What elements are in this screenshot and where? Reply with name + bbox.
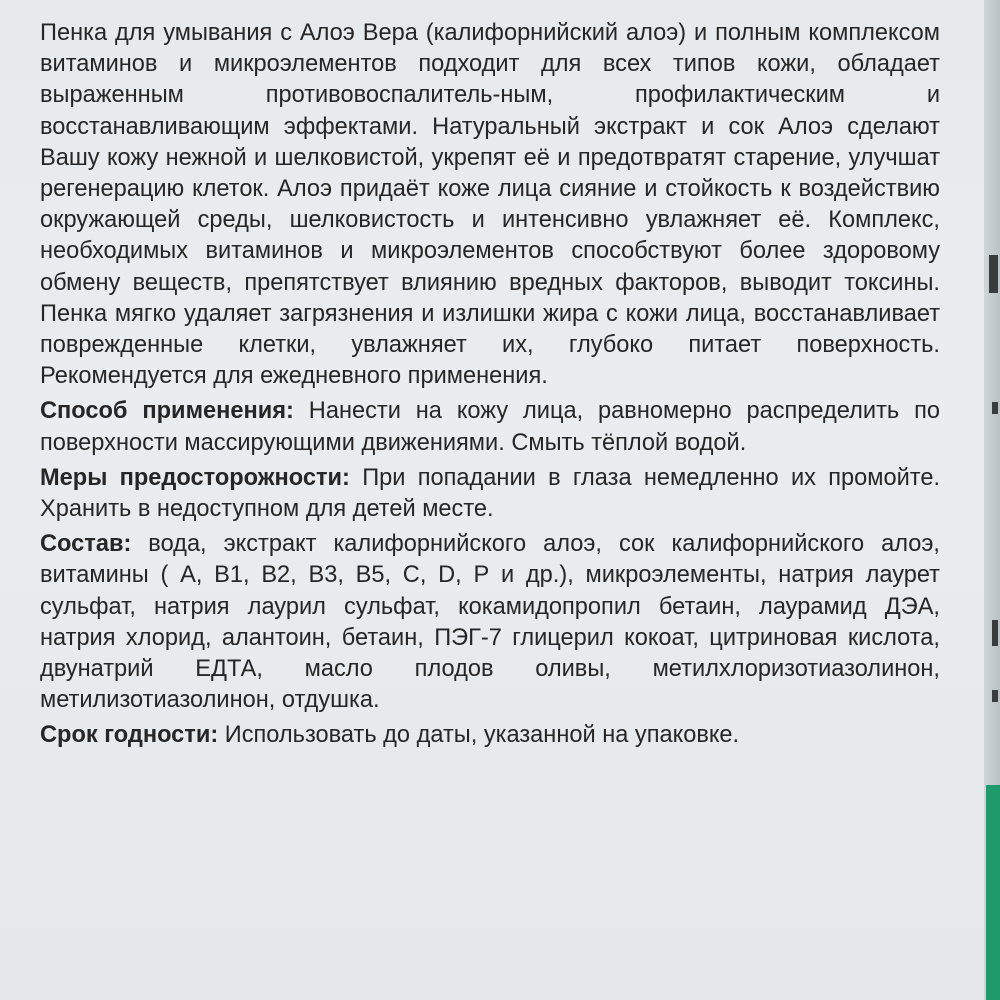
shelf-life-text: Использовать до даты, указанной на упаковке. [218,722,740,749]
shelf-life-paragraph [40,720,940,751]
edge-mark [992,690,998,702]
product-text [40,18,940,756]
edge-green-stripe [986,785,1000,1000]
description-paragraph: Пенка для умывания с Алоэ Вера (калифорнийский алоэ) и полным комплексом витаминов и микроэлементов подходит для всех типов кожи, обладает выраженным противовоспалитель-ным, профилактическим и восстанавливающим эффектами. Натуральный экстракт и сок Алоэ сделают Вашу кожу нежной и шелковистой, укрепят её и предотвратят старение, улучшат регенерацию клеток. Алоэ придаёт коже лица сияние и стойкость к воздействию окружающей среды, шелковистость и интенсивно увлажняет её. Комплекс, необходимых витаминов и микроэлементов способствуют более здоровому обмену веществ, препятствует влиянию вредных факторов, выводит токсины. Пенка мягко удаляет загрязнения и излишки жира с кожи лица, восстанавливает поврежденные клетки, увлажняет их, глубоко питает поверхность. Рекомендуется для ежедневного применения. [40,20,940,390]
usage-label: Способ применения: [40,398,294,425]
edge-mark [992,402,998,414]
ingredients-text: вода, экстракт калифорнийского алоэ, сок калифорнийского алоэ, витамины ( А, В1, В2, В3, В5, С, D, Р и др.), микроэлементы, натрия лаурет сульфат, натрия лаурил сульфат, кокамидопропил бетаин, лаурамид ДЭА, натрия хлорид, алантоин, бетаин, ПЭГ-7 глицерил кокоат, цитриновая кислота, двунатрий ЕДТА, масло плодов оливы, метилхлоризотиазолинон, метилизотиазолинон, отдушка. [40,531,940,714]
edge-mark [989,255,998,293]
precautions-paragraph [40,463,940,525]
ingredients-paragraph [40,529,940,716]
shelf-life-label: Срок годности: [40,722,219,749]
usage-paragraph [40,396,940,458]
precautions-label: Меры предосторожности: [40,464,350,491]
edge-mark [992,620,998,646]
ingredients-label: Состав: [40,531,132,558]
precautions-text: При попадании в глаза немедленно их промойте. Хранить в недоступном для детей месте. [40,464,940,523]
usage-text: Нанести на кожу лица, равномерно распределить по поверхности массирующими движениями. Смыть тёплой водой. [40,398,940,456]
package-edge [984,0,1000,1000]
